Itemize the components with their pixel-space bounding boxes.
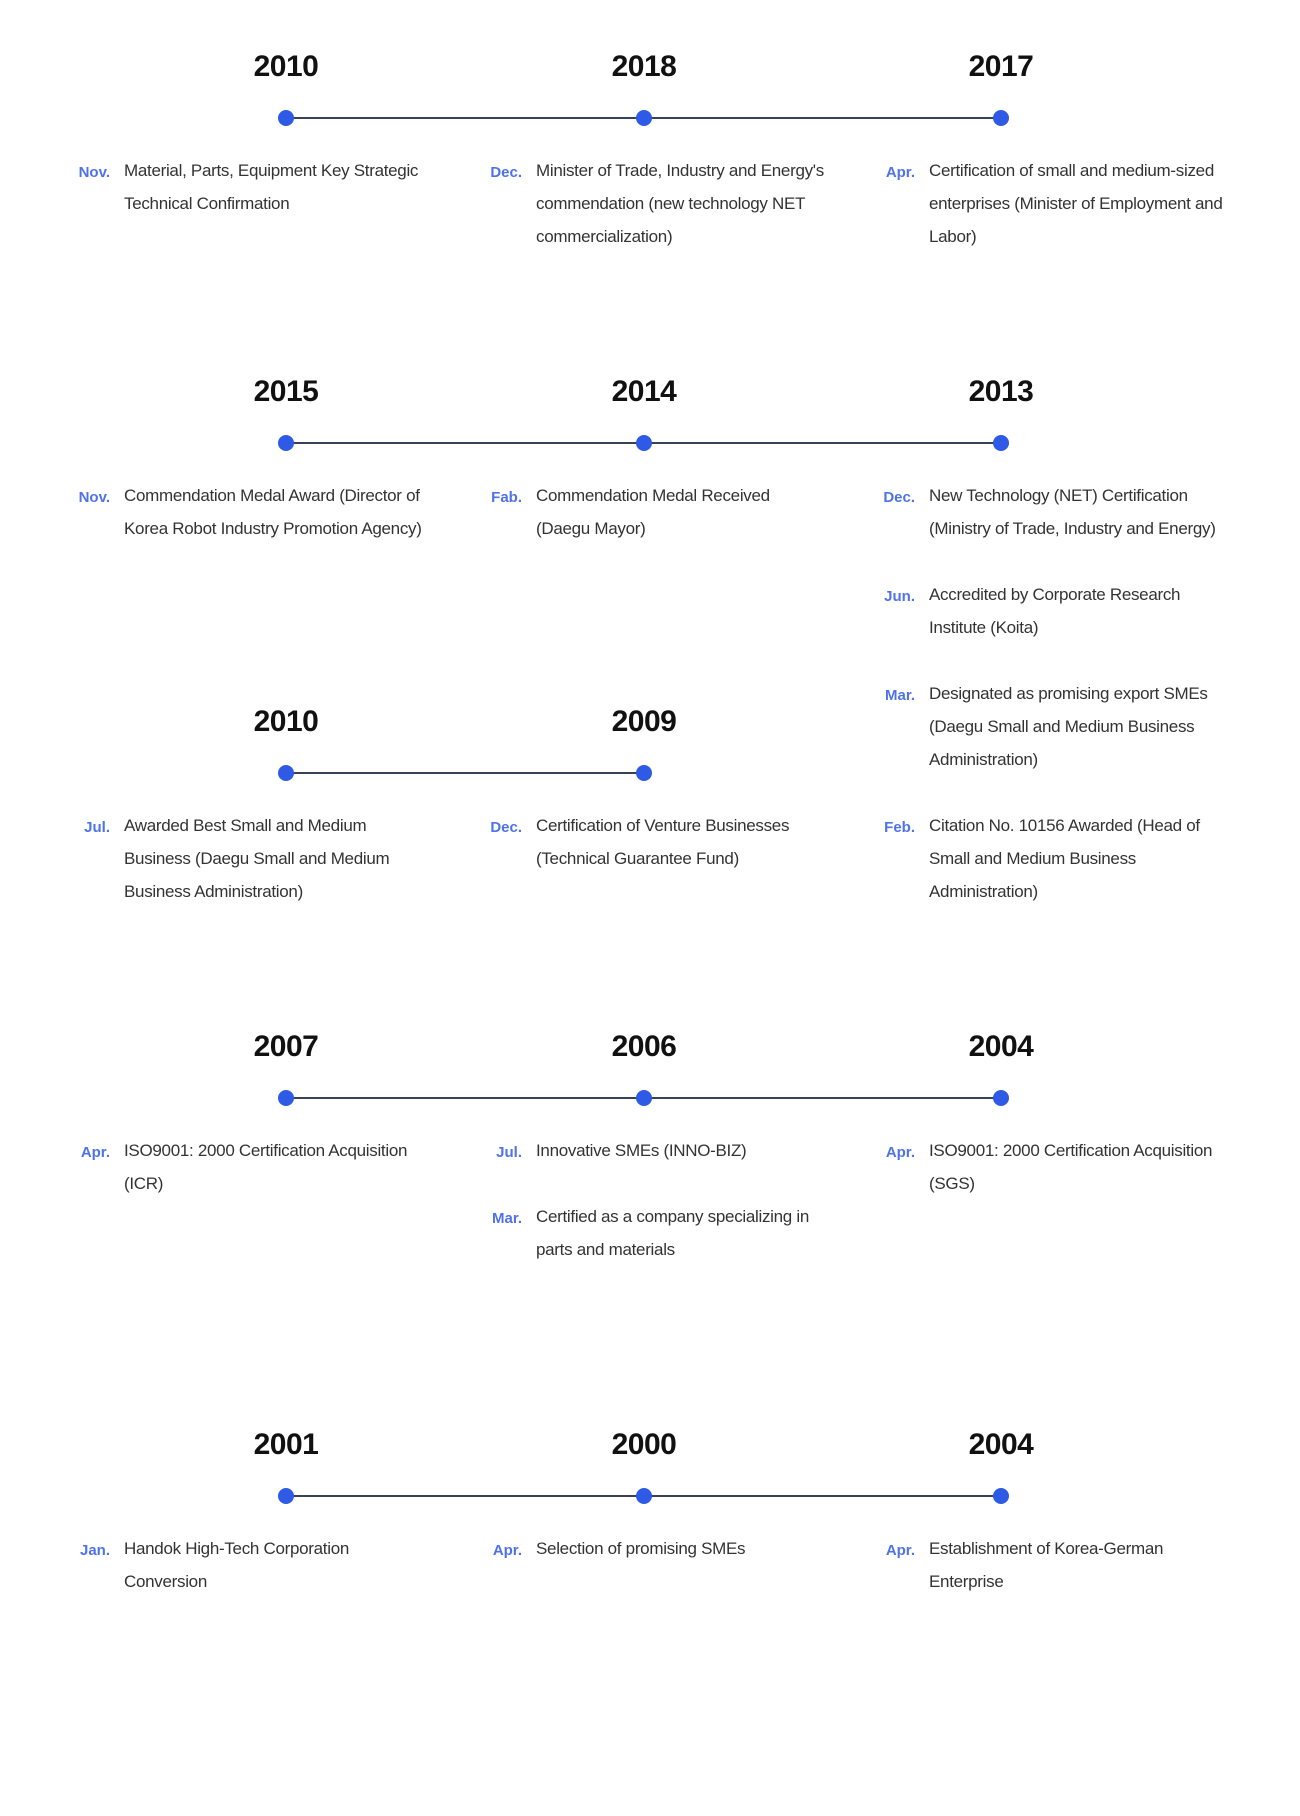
- event-month: Jul.: [496, 1144, 522, 1161]
- timeline-dot: [278, 1488, 294, 1504]
- year-label: 2001: [253, 1428, 319, 1461]
- event-month: Apr.: [885, 1542, 915, 1559]
- timeline-dot: [278, 1090, 294, 1106]
- event-description: Certification of small and medium-sized enterprises (Minister of Employment and Labor): [929, 161, 1223, 246]
- timeline-dot: [636, 765, 652, 781]
- timeline-dot: [993, 1090, 1009, 1106]
- event-month: Fab.: [491, 489, 522, 506]
- year-label: 2007: [253, 1030, 319, 1063]
- timeline-dot: [278, 765, 294, 781]
- event-description: Establishment of Korea-German Enterprise: [929, 1539, 1164, 1591]
- event-description: Selection of promising SMEs: [536, 1539, 746, 1558]
- event-month: Nov.: [78, 164, 110, 181]
- year-label: 2009: [611, 705, 677, 738]
- timeline-dot: [278, 435, 294, 451]
- year-label: 2010: [253, 705, 319, 738]
- event-month: Apr.: [492, 1542, 522, 1559]
- event-description: Innovative SMEs (INNO-BIZ): [536, 1141, 747, 1160]
- event-description: Commendation Medal Award (Director of Korea Robot Industry Promotion Agency): [124, 486, 422, 538]
- event-month: Jan.: [79, 1542, 110, 1559]
- timeline-dot: [993, 435, 1009, 451]
- event-month: Dec.: [883, 489, 915, 506]
- year-label: 2014: [611, 375, 677, 408]
- timeline-dot: [636, 110, 652, 126]
- timeline-dot: [636, 1488, 652, 1504]
- year-label: 2015: [253, 375, 319, 408]
- year-label: 2010: [253, 50, 319, 83]
- timeline-dot: [993, 110, 1009, 126]
- year-label: 2004: [968, 1030, 1034, 1063]
- year-label: 2006: [611, 1030, 677, 1063]
- event-month: Feb.: [884, 819, 915, 836]
- event-description: Citation No. 10156 Awarded (Head of Small and Medium Business Administration): [929, 816, 1200, 901]
- event-month: Mar.: [491, 1210, 522, 1227]
- timeline-dot: [636, 1090, 652, 1106]
- year-label: 2000: [611, 1428, 677, 1461]
- event-month: Dec.: [490, 819, 522, 836]
- event-month: Jun.: [884, 588, 915, 605]
- event-description: Minister of Trade, Industry and Energy's commendation (new technology NET commercialization): [536, 161, 824, 246]
- event-description: ISO9001: 2000 Certification Acquisition (SGS): [929, 1141, 1213, 1193]
- event-description: Commendation Medal Received (Daegu Mayor): [536, 486, 770, 538]
- event-month: Dec.: [490, 164, 522, 181]
- year-label: 2013: [968, 375, 1034, 408]
- event-description: Certification of Venture Businesses (Technical Guarantee Fund): [536, 816, 790, 868]
- event-description: New Technology (NET) Certification (Ministry of Trade, Industry and Energy): [929, 486, 1216, 538]
- event-month: Jul.: [84, 819, 110, 836]
- year-label: 2017: [968, 50, 1034, 83]
- event-month: Apr.: [885, 1144, 915, 1161]
- event-description: Material, Parts, Equipment Key Strategic Technical Confirmation: [124, 161, 419, 213]
- timeline-dot: [993, 1488, 1009, 1504]
- event-month: Mar.: [884, 687, 915, 704]
- year-label: 2004: [968, 1428, 1034, 1461]
- event-description: Handok High-Tech Corporation Conversion: [124, 1539, 350, 1591]
- event-description: Designated as promising export SMEs (Daegu Small and Medium Business Administration): [929, 684, 1208, 769]
- event-description: Awarded Best Small and Medium Business (Daegu Small and Medium Business Administration): [124, 816, 390, 901]
- event-month: Apr.: [80, 1144, 110, 1161]
- timeline-dot: [636, 435, 652, 451]
- event-description: Accredited by Corporate Research Institute (Koita): [929, 585, 1181, 637]
- event-description: Certified as a company specializing in parts and materials: [536, 1207, 810, 1259]
- event-month: Nov.: [78, 489, 110, 506]
- event-description: ISO9001: 2000 Certification Acquisition (ICR): [124, 1141, 408, 1193]
- timeline-line: [286, 772, 644, 774]
- timeline-dot: [278, 110, 294, 126]
- year-label: 2018: [611, 50, 677, 83]
- event-month: Apr.: [885, 164, 915, 181]
